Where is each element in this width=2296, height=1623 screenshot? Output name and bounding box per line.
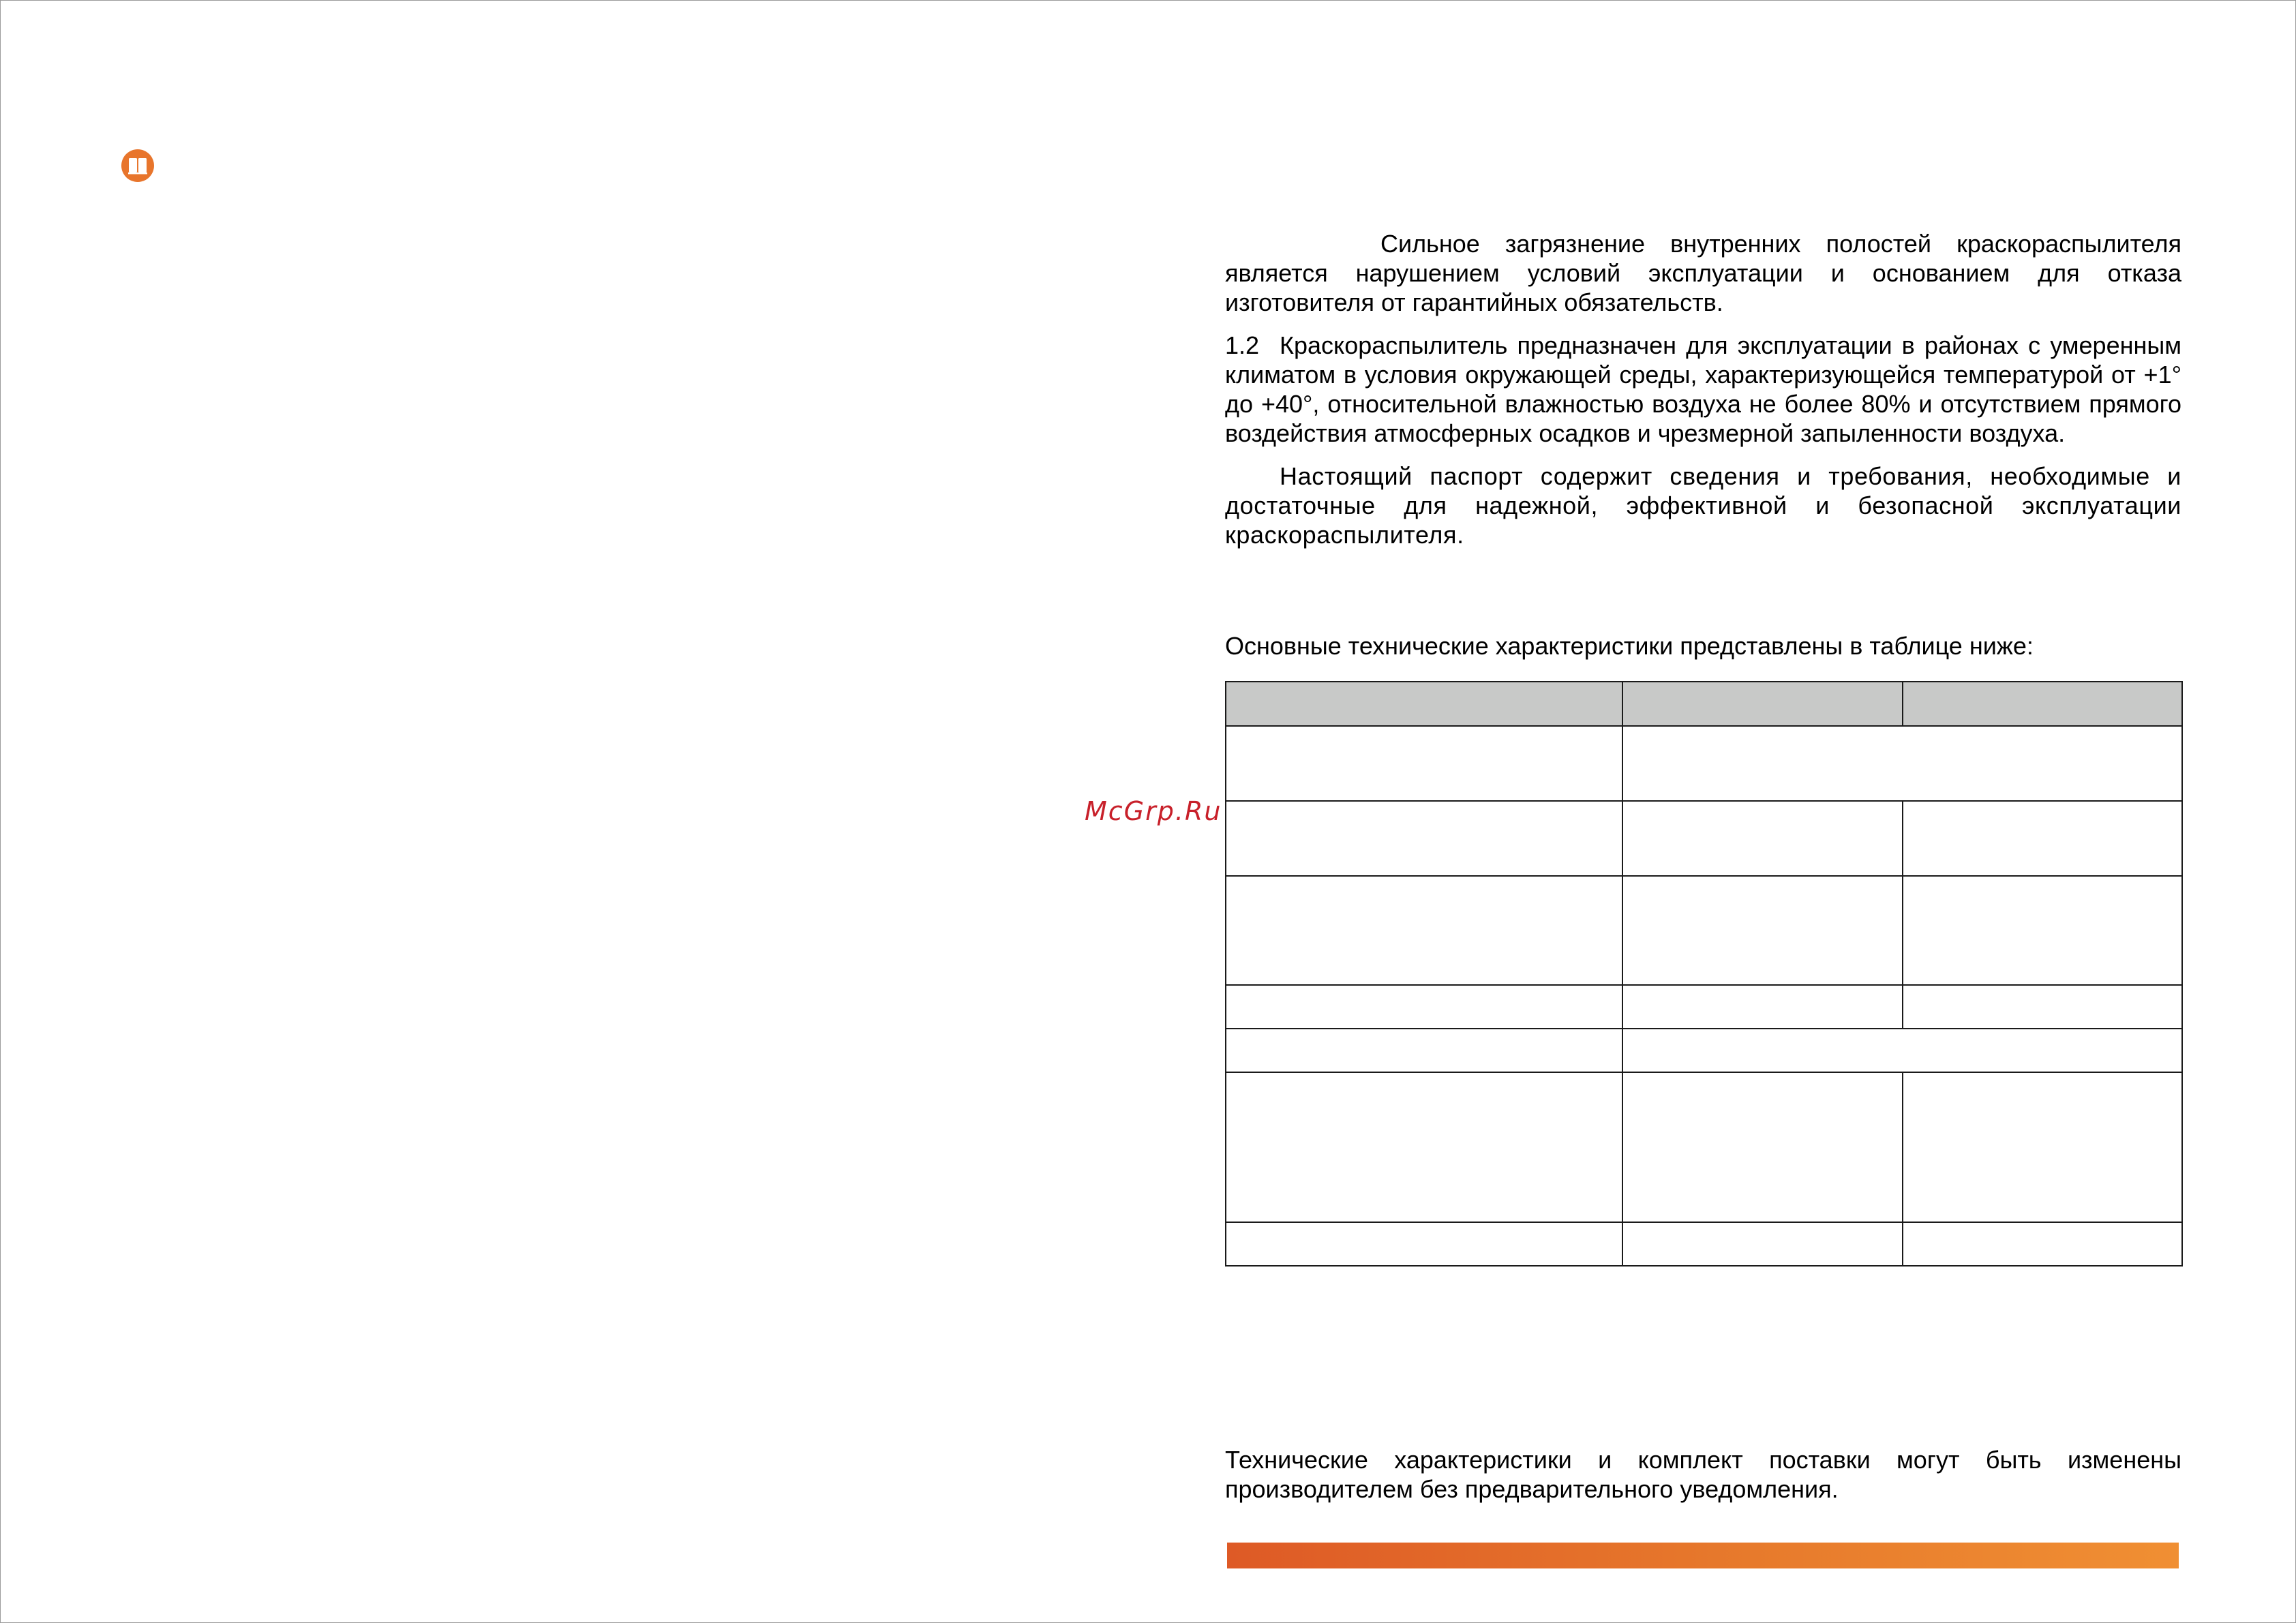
table-row <box>1226 1029 2182 1072</box>
table-row <box>1226 1222 2182 1266</box>
table-row <box>1226 726 2182 801</box>
spec-cell <box>1903 801 2182 876</box>
spec-header-cell <box>1903 682 2182 726</box>
table-row <box>1226 985 2182 1029</box>
watermark-text: McGrp.Ru <box>1085 796 1222 826</box>
spec-cell <box>1622 1222 1903 1266</box>
spec-header-cell <box>1622 682 1903 726</box>
spec-cell <box>1903 985 2182 1029</box>
paragraph-1-2-text: Краскораспылитель предназначен для эксплуатации в районах с умеренным климатом в условия окружающей среды, характеризующейся температурой от +1° до +40°, относительной влажностью воздуха не более 80% и отсутствием прямого воздействия атмосферных осадков и чрезмерной запыленности воздуха. <box>1225 331 2181 447</box>
spec-table <box>1225 681 2183 1266</box>
spec-cell <box>1226 1222 1622 1266</box>
spec-cell <box>1903 876 2182 985</box>
spec-cell <box>1622 876 1903 985</box>
spec-cell <box>1903 1072 2182 1222</box>
footer-accent-bar <box>1227 1543 2179 1568</box>
spec-table-header-row <box>1226 682 2182 726</box>
spec-cell <box>1622 1029 2182 1072</box>
spec-cell <box>1226 985 1622 1029</box>
section-number: 1.2 <box>1225 331 1260 359</box>
paragraph-passport-info: Настоящий паспорт содержит сведения и требования, необходимые и достаточные для надежной, эффективной и безопасной эксплуатации краскораспылителя. <box>1225 462 2181 549</box>
paragraph-contamination-warning: Сильное загрязнение внутренних полостей краскораспылителя является нарушением условий эксплуатации и основанием для отказа изготовителя от гарантийных обязательств. <box>1225 230 2181 316</box>
spec-cell <box>1622 726 2182 801</box>
table-row <box>1226 876 2182 985</box>
spec-cell <box>1226 1072 1622 1222</box>
table-row <box>1226 801 2182 876</box>
spec-cell <box>1226 726 1622 801</box>
spec-header-cell <box>1226 682 1622 726</box>
spec-cell <box>1622 801 1903 876</box>
table-row <box>1226 1072 2182 1222</box>
book-icon <box>121 149 155 183</box>
paragraph-specs-may-change: Технические характеристики и комплект поставки могут быть изменены производителем без предварительного уведомления. <box>1225 1446 2181 1503</box>
spec-cell <box>1903 1222 2182 1266</box>
spec-cell <box>1226 801 1622 876</box>
table-intro-text: Основные технические характеристики представлены в таблице ниже: <box>1225 632 2034 660</box>
spec-cell <box>1622 985 1903 1029</box>
spec-cell <box>1226 876 1622 985</box>
paragraph-1-2-operating-conditions <box>1225 331 2181 448</box>
spec-cell <box>1622 1072 1903 1222</box>
spec-cell <box>1226 1029 1622 1072</box>
